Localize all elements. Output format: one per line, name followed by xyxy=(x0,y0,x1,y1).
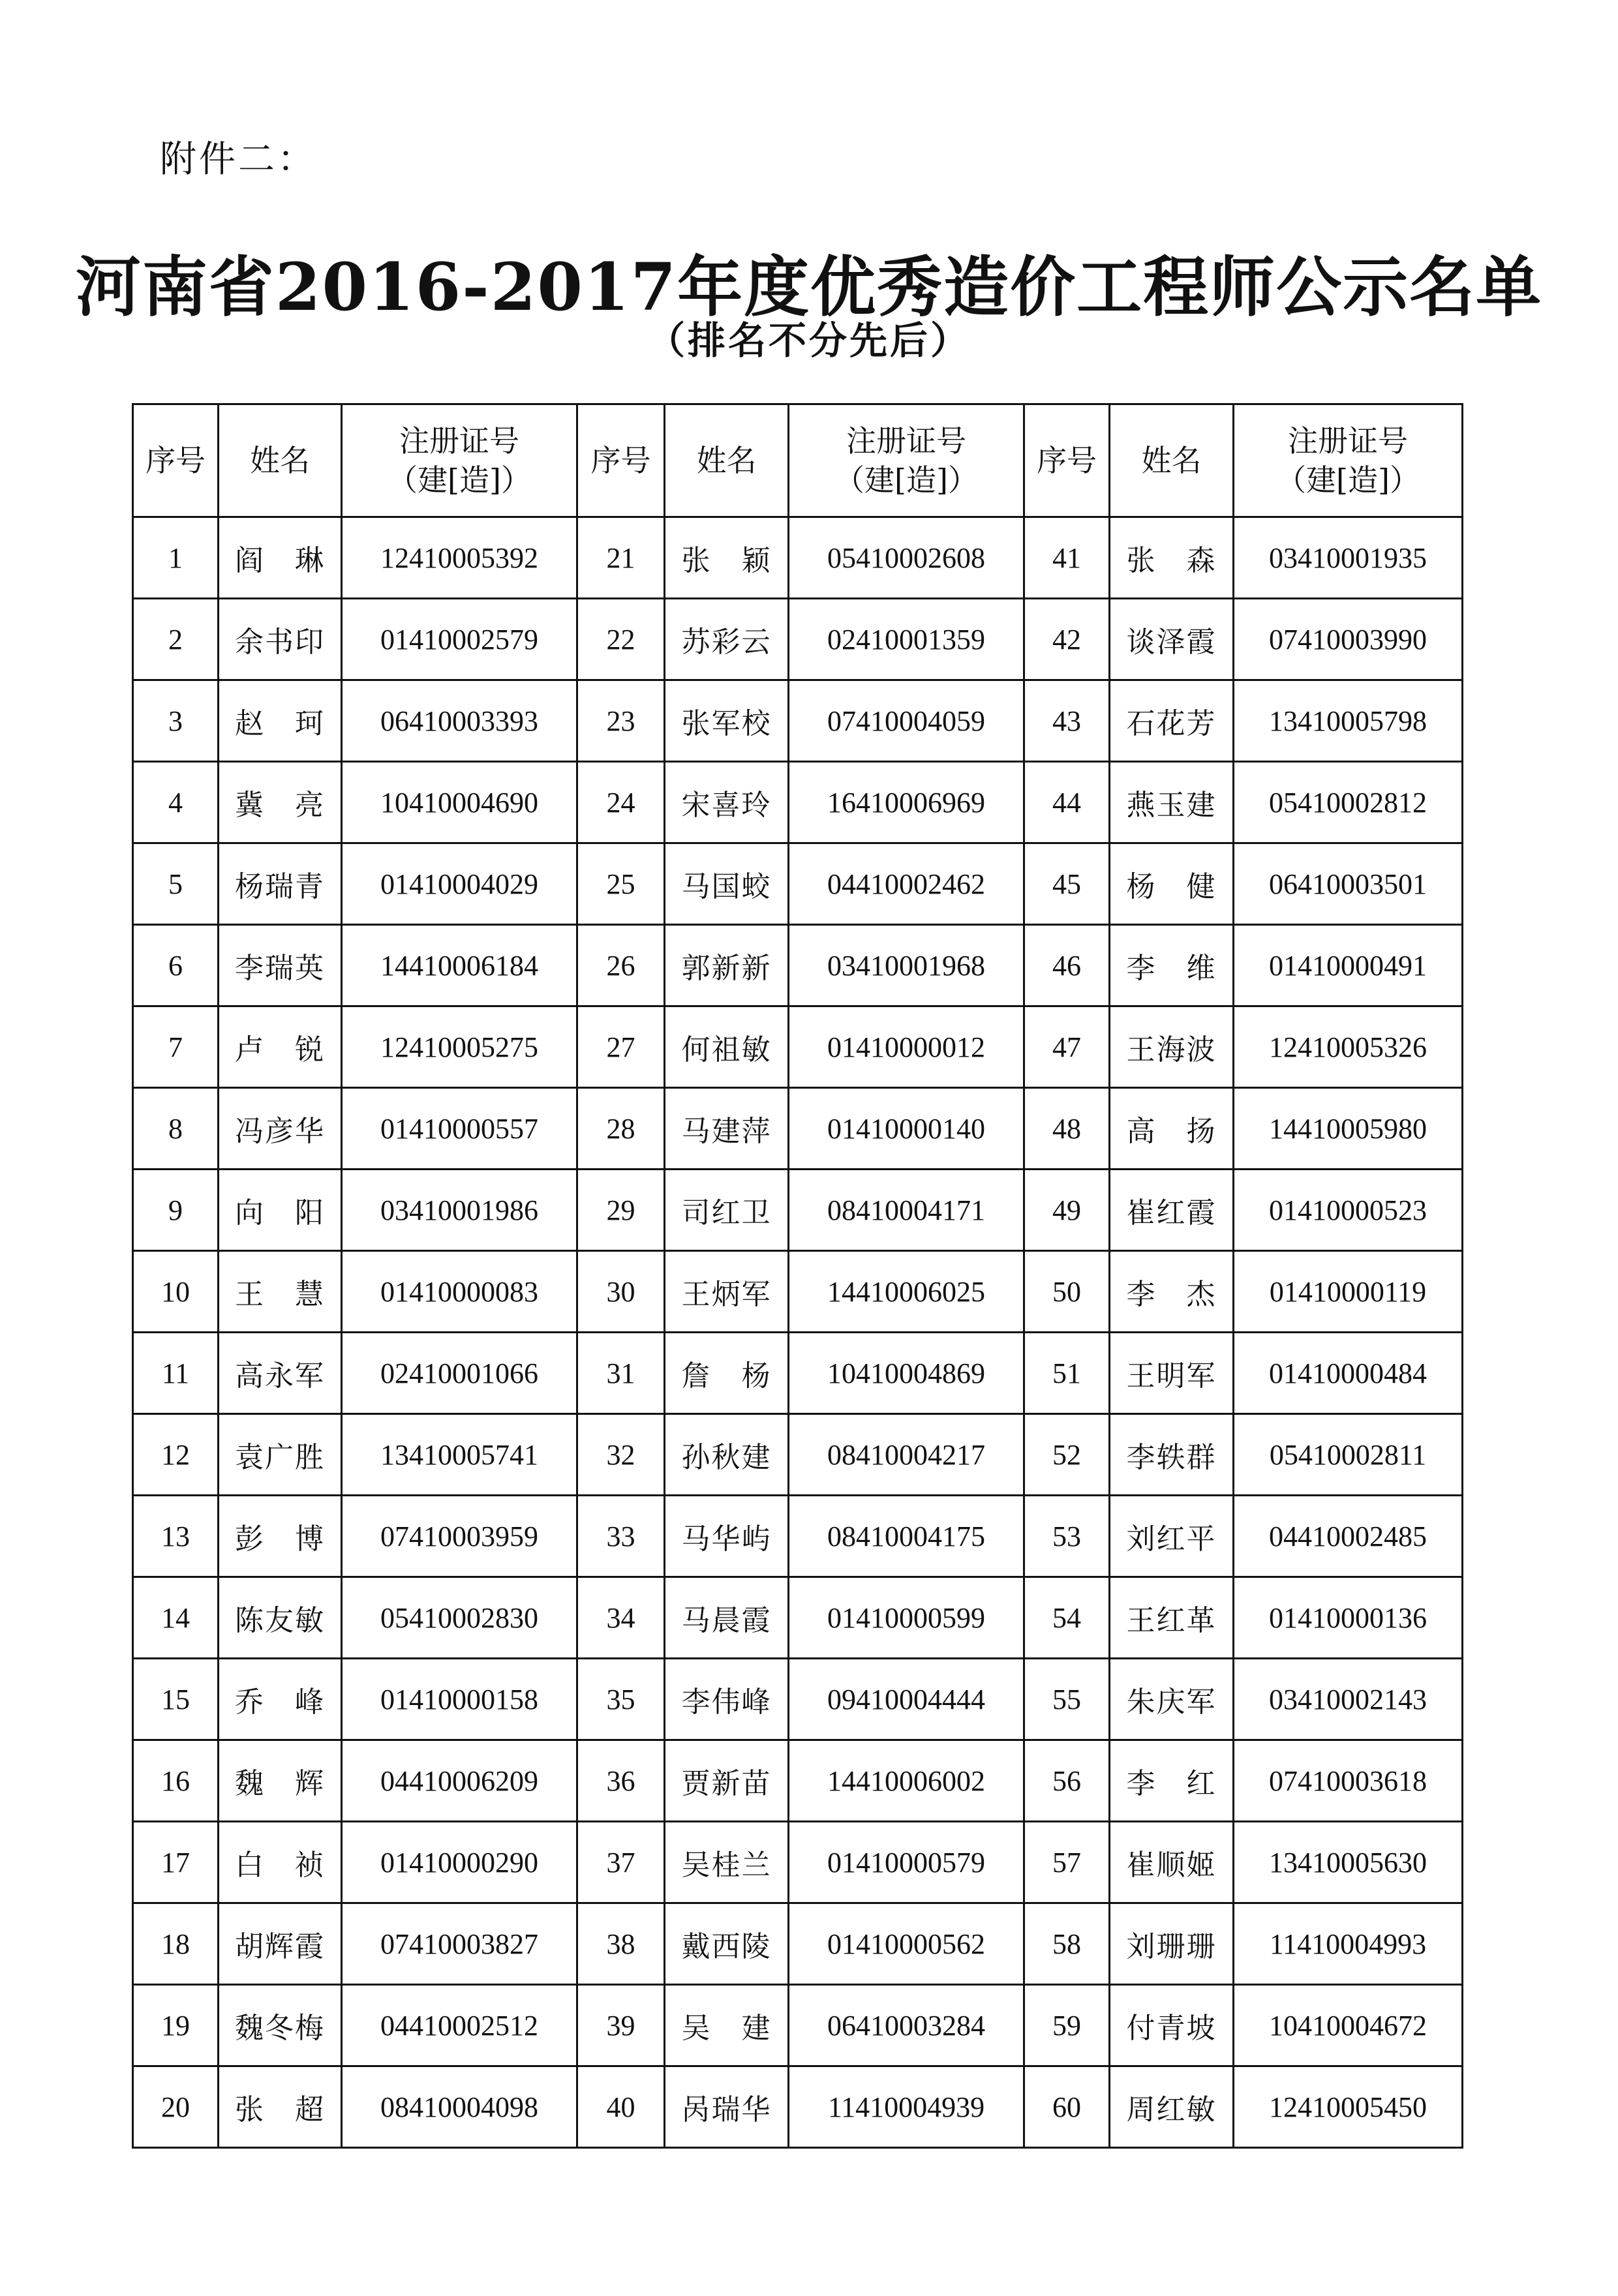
seq-cell: 19 xyxy=(133,1985,219,2066)
seq-cell: 32 xyxy=(577,1414,665,1496)
table-row xyxy=(133,925,1463,1006)
cert-cell: 04410002512 xyxy=(342,1985,577,2066)
cert-cell: 12410005326 xyxy=(1234,1006,1463,1088)
name-cell: 王炳军 xyxy=(665,1251,789,1333)
cert-cell: 12410005275 xyxy=(342,1006,577,1088)
header-cert-line1: 注册证号 xyxy=(399,423,519,459)
cert-cell: 04410002485 xyxy=(1234,1496,1463,1577)
cert-cell: 08410004171 xyxy=(789,1170,1024,1251)
table-row xyxy=(133,762,1463,843)
name-cell: 余书印 xyxy=(219,599,342,680)
cert-cell: 01410000579 xyxy=(789,1822,1024,1903)
cert-cell: 01410004029 xyxy=(342,843,577,925)
seq-cell: 57 xyxy=(1024,1822,1110,1903)
cert-cell: 09410004444 xyxy=(789,1659,1024,1740)
seq-cell: 40 xyxy=(577,2066,665,2148)
name-cell: 冯彦华 xyxy=(219,1088,342,1170)
name-cell: 王 慧 xyxy=(219,1251,342,1333)
table-row xyxy=(133,1333,1463,1414)
seq-cell: 21 xyxy=(577,517,665,599)
cert-cell: 03410001935 xyxy=(1234,517,1463,599)
cert-cell: 06410003393 xyxy=(342,680,577,762)
cert-cell: 12410005450 xyxy=(1234,2066,1463,2148)
header-cert-line1: 注册证号 xyxy=(846,423,966,459)
cert-cell: 06410003284 xyxy=(789,1985,1024,2066)
table-row xyxy=(133,1903,1463,1985)
header-seq: 序号 xyxy=(577,404,665,517)
name-cell: 马晨霞 xyxy=(665,1577,789,1659)
cert-cell: 05410002811 xyxy=(1234,1414,1463,1496)
cert-cell: 04410006209 xyxy=(342,1740,577,1822)
table-row xyxy=(133,1740,1463,1822)
table-row xyxy=(133,1414,1463,1496)
header-name: 姓名 xyxy=(1110,404,1234,517)
seq-cell: 28 xyxy=(577,1088,665,1170)
name-cell: 张 超 xyxy=(219,2066,342,2148)
table-row xyxy=(133,1985,1463,2066)
seq-cell: 23 xyxy=(577,680,665,762)
name-cell: 贾新苗 xyxy=(665,1740,789,1822)
name-cell: 张 森 xyxy=(1110,517,1234,599)
document-title: 河南省2016-2017年度优秀造价工程师公示名单 xyxy=(75,249,1543,325)
cert-cell: 10410004869 xyxy=(789,1333,1024,1414)
seq-cell: 13 xyxy=(133,1496,219,1577)
name-cell: 刘珊珊 xyxy=(1110,1903,1234,1985)
seq-cell: 20 xyxy=(133,2066,219,2148)
seq-cell: 33 xyxy=(577,1496,665,1577)
table-row xyxy=(133,680,1463,762)
seq-cell: 43 xyxy=(1024,680,1110,762)
cert-cell: 11410004939 xyxy=(789,2066,1024,2148)
name-cell: 卢 锐 xyxy=(219,1006,342,1088)
seq-cell: 51 xyxy=(1024,1333,1110,1414)
roster-body xyxy=(133,517,1463,2148)
cert-cell: 08410004098 xyxy=(342,2066,577,2148)
seq-cell: 16 xyxy=(133,1740,219,1822)
table-row xyxy=(133,1659,1463,1740)
seq-cell: 10 xyxy=(133,1251,219,1333)
seq-cell: 27 xyxy=(577,1006,665,1088)
name-cell: 王明军 xyxy=(1110,1333,1234,1414)
seq-cell: 25 xyxy=(577,843,665,925)
header-cert-line2: （建[造]） xyxy=(388,462,531,498)
name-cell: 朱庆军 xyxy=(1110,1659,1234,1740)
cert-cell: 12410005392 xyxy=(342,517,577,599)
name-cell: 谈泽霞 xyxy=(1110,599,1234,680)
name-cell: 吴桂兰 xyxy=(665,1822,789,1903)
cert-cell: 01410000557 xyxy=(342,1088,577,1170)
name-cell: 王红革 xyxy=(1110,1577,1234,1659)
seq-cell: 1 xyxy=(133,517,219,599)
name-cell: 马华屿 xyxy=(665,1496,789,1577)
seq-cell: 36 xyxy=(577,1740,665,1822)
table-row xyxy=(133,1006,1463,1088)
name-cell: 李 维 xyxy=(1110,925,1234,1006)
name-cell: 阎 琳 xyxy=(219,517,342,599)
cert-cell: 07410003990 xyxy=(1234,599,1463,680)
cert-cell: 07410003959 xyxy=(342,1496,577,1577)
cert-cell: 01410000140 xyxy=(789,1088,1024,1170)
name-cell: 周红敏 xyxy=(1110,2066,1234,2148)
cert-cell: 05410002830 xyxy=(342,1577,577,1659)
header-cert-line2: （建[造]） xyxy=(834,462,978,498)
seq-cell: 11 xyxy=(133,1333,219,1414)
cert-cell: 14410006002 xyxy=(789,1740,1024,1822)
seq-cell: 41 xyxy=(1024,517,1110,599)
name-cell: 呙瑞华 xyxy=(665,2066,789,2148)
seq-cell: 56 xyxy=(1024,1740,1110,1822)
cert-cell: 04410002462 xyxy=(789,843,1024,925)
table-row xyxy=(133,1251,1463,1333)
seq-cell: 37 xyxy=(577,1822,665,1903)
name-cell: 石花芳 xyxy=(1110,680,1234,762)
seq-cell: 24 xyxy=(577,762,665,843)
header-cert xyxy=(342,404,577,517)
name-cell: 张 颖 xyxy=(665,517,789,599)
seq-cell: 58 xyxy=(1024,1903,1110,1985)
cert-cell: 01410000562 xyxy=(789,1903,1024,1985)
name-cell: 崔顺姬 xyxy=(1110,1822,1234,1903)
cert-cell: 03410001968 xyxy=(789,925,1024,1006)
header-seq: 序号 xyxy=(133,404,219,517)
name-cell: 刘红平 xyxy=(1110,1496,1234,1577)
cert-cell: 01410000523 xyxy=(1234,1170,1463,1251)
seq-cell: 49 xyxy=(1024,1170,1110,1251)
name-cell: 张军校 xyxy=(665,680,789,762)
name-cell: 司红卫 xyxy=(665,1170,789,1251)
name-cell: 崔红霞 xyxy=(1110,1170,1234,1251)
cert-cell: 14410006184 xyxy=(342,925,577,1006)
seq-cell: 4 xyxy=(133,762,219,843)
header-name: 姓名 xyxy=(219,404,342,517)
table-row xyxy=(133,1170,1463,1251)
seq-cell: 48 xyxy=(1024,1088,1110,1170)
seq-cell: 55 xyxy=(1024,1659,1110,1740)
cert-cell: 06410003501 xyxy=(1234,843,1463,925)
seq-cell: 38 xyxy=(577,1903,665,1985)
seq-cell: 34 xyxy=(577,1577,665,1659)
name-cell: 杨瑞青 xyxy=(219,843,342,925)
cert-cell: 01410000491 xyxy=(1234,925,1463,1006)
cert-cell: 02410001359 xyxy=(789,599,1024,680)
name-cell: 詹 杨 xyxy=(665,1333,789,1414)
table-row xyxy=(133,843,1463,925)
table-row xyxy=(133,517,1463,599)
seq-cell: 52 xyxy=(1024,1414,1110,1496)
cert-cell: 14410006025 xyxy=(789,1251,1024,1333)
seq-cell: 59 xyxy=(1024,1985,1110,2066)
header-cert xyxy=(789,404,1024,517)
seq-cell: 22 xyxy=(577,599,665,680)
seq-cell: 7 xyxy=(133,1006,219,1088)
name-cell: 高 扬 xyxy=(1110,1088,1234,1170)
cert-cell: 01410002579 xyxy=(342,599,577,680)
header-seq: 序号 xyxy=(1024,404,1110,517)
cert-cell: 01410000484 xyxy=(1234,1333,1463,1414)
name-cell: 马国蛟 xyxy=(665,843,789,925)
seq-cell: 5 xyxy=(133,843,219,925)
cert-cell: 01410000083 xyxy=(342,1251,577,1333)
cert-cell: 08410004217 xyxy=(789,1414,1024,1496)
attachment-label: 附件二： xyxy=(160,138,316,181)
table-row xyxy=(133,1822,1463,1903)
name-cell: 孙秋建 xyxy=(665,1414,789,1496)
seq-cell: 18 xyxy=(133,1903,219,1985)
document-subtitle: （排名不分先后） xyxy=(647,318,971,363)
header-cert-line1: 注册证号 xyxy=(1288,423,1408,459)
cert-cell: 10410004672 xyxy=(1234,1985,1463,2066)
roster-table xyxy=(132,403,1463,2149)
seq-cell: 12 xyxy=(133,1414,219,1496)
table-row xyxy=(133,2066,1463,2148)
cert-cell: 07410003827 xyxy=(342,1903,577,1985)
name-cell: 杨 健 xyxy=(1110,843,1234,925)
cert-cell: 01410000136 xyxy=(1234,1577,1463,1659)
header-name: 姓名 xyxy=(665,404,789,517)
seq-cell: 2 xyxy=(133,599,219,680)
seq-cell: 45 xyxy=(1024,843,1110,925)
name-cell: 彭 博 xyxy=(219,1496,342,1577)
cert-cell: 13410005798 xyxy=(1234,680,1463,762)
name-cell: 郭新新 xyxy=(665,925,789,1006)
seq-cell: 29 xyxy=(577,1170,665,1251)
seq-cell: 42 xyxy=(1024,599,1110,680)
name-cell: 魏冬梅 xyxy=(219,1985,342,2066)
cert-cell: 03410002143 xyxy=(1234,1659,1463,1740)
cert-cell: 01410000158 xyxy=(342,1659,577,1740)
seq-cell: 3 xyxy=(133,680,219,762)
name-cell: 何祖敏 xyxy=(665,1006,789,1088)
seq-cell: 60 xyxy=(1024,2066,1110,2148)
name-cell: 魏 辉 xyxy=(219,1740,342,1822)
name-cell: 陈友敏 xyxy=(219,1577,342,1659)
cert-cell: 02410001066 xyxy=(342,1333,577,1414)
cert-cell: 03410001986 xyxy=(342,1170,577,1251)
seq-cell: 26 xyxy=(577,925,665,1006)
cert-cell: 05410002812 xyxy=(1234,762,1463,843)
name-cell: 李 红 xyxy=(1110,1740,1234,1822)
seq-cell: 54 xyxy=(1024,1577,1110,1659)
cert-cell: 01410000599 xyxy=(789,1577,1024,1659)
name-cell: 李轶群 xyxy=(1110,1414,1234,1496)
cert-cell: 16410006969 xyxy=(789,762,1024,843)
seq-cell: 30 xyxy=(577,1251,665,1333)
seq-cell: 14 xyxy=(133,1577,219,1659)
cert-cell: 13410005741 xyxy=(342,1414,577,1496)
name-cell: 李伟峰 xyxy=(665,1659,789,1740)
name-cell: 袁广胜 xyxy=(219,1414,342,1496)
seq-cell: 35 xyxy=(577,1659,665,1740)
name-cell: 李 杰 xyxy=(1110,1251,1234,1333)
seq-cell: 9 xyxy=(133,1170,219,1251)
table-row xyxy=(133,1577,1463,1659)
name-cell: 赵 珂 xyxy=(219,680,342,762)
seq-cell: 47 xyxy=(1024,1006,1110,1088)
cert-cell: 01410000290 xyxy=(342,1822,577,1903)
name-cell: 付青坡 xyxy=(1110,1985,1234,2066)
seq-cell: 39 xyxy=(577,1985,665,2066)
name-cell: 燕玉建 xyxy=(1110,762,1234,843)
seq-cell: 31 xyxy=(577,1333,665,1414)
cert-cell: 13410005630 xyxy=(1234,1822,1463,1903)
seq-cell: 46 xyxy=(1024,925,1110,1006)
name-cell: 宋喜玲 xyxy=(665,762,789,843)
name-cell: 胡辉霞 xyxy=(219,1903,342,1985)
seq-cell: 44 xyxy=(1024,762,1110,843)
cert-cell: 01410000119 xyxy=(1234,1251,1463,1333)
name-cell: 苏彩云 xyxy=(665,599,789,680)
header-cert xyxy=(1234,404,1463,517)
header-cert-line2: （建[造]） xyxy=(1276,462,1420,498)
name-cell: 戴西陵 xyxy=(665,1903,789,1985)
name-cell: 白 祯 xyxy=(219,1822,342,1903)
seq-cell: 50 xyxy=(1024,1251,1110,1333)
cert-cell: 07410003618 xyxy=(1234,1740,1463,1822)
seq-cell: 15 xyxy=(133,1659,219,1740)
table-row xyxy=(133,1088,1463,1170)
cert-cell: 08410004175 xyxy=(789,1496,1024,1577)
name-cell: 高永军 xyxy=(219,1333,342,1414)
name-cell: 马建萍 xyxy=(665,1088,789,1170)
cert-cell: 11410004993 xyxy=(1234,1903,1463,1985)
cert-cell: 10410004690 xyxy=(342,762,577,843)
table-row xyxy=(133,599,1463,680)
name-cell: 王海波 xyxy=(1110,1006,1234,1088)
cert-cell: 14410005980 xyxy=(1234,1088,1463,1170)
name-cell: 向 阳 xyxy=(219,1170,342,1251)
name-cell: 李瑞英 xyxy=(219,925,342,1006)
seq-cell: 8 xyxy=(133,1088,219,1170)
seq-cell: 53 xyxy=(1024,1496,1110,1577)
name-cell: 冀 亮 xyxy=(219,762,342,843)
seq-cell: 17 xyxy=(133,1822,219,1903)
name-cell: 吴 建 xyxy=(665,1985,789,2066)
seq-cell: 6 xyxy=(133,925,219,1006)
cert-cell: 05410002608 xyxy=(789,517,1024,599)
cert-cell: 07410004059 xyxy=(789,680,1024,762)
cert-cell: 01410000012 xyxy=(789,1006,1024,1088)
header-row xyxy=(133,404,1463,517)
name-cell: 乔 峰 xyxy=(219,1659,342,1740)
table-row xyxy=(133,1496,1463,1577)
